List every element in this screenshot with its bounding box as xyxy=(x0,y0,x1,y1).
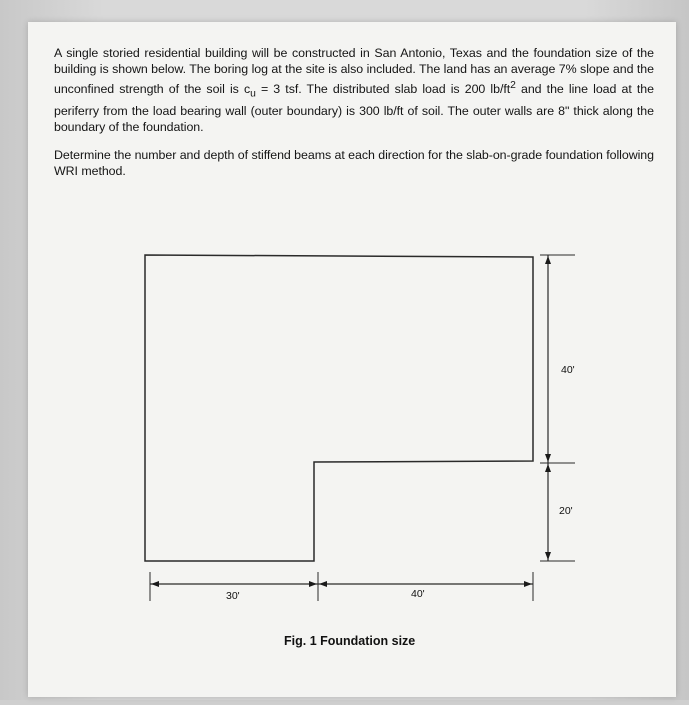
problem-text-part-2: = 3 tsf. The distributed slab load is 200 lb/ft xyxy=(255,81,511,96)
ft2-superscript: 2 xyxy=(510,79,516,91)
arrow-top-up xyxy=(545,256,551,264)
arrow-mid-left xyxy=(319,581,327,587)
arrow-mid-right xyxy=(309,581,317,587)
arrow-mid-up xyxy=(545,464,551,472)
problem-text-part-3: and the line load at the periferry from the load bearing wall (outer boundary) is 300 lb/ft of soil. The outer walls are 8" thick along the boundary of the foundation. xyxy=(54,81,654,135)
arrow-bottom-down xyxy=(545,552,551,560)
arrow-left-left xyxy=(151,581,159,587)
figure-caption: Fig. 1 Foundation size xyxy=(284,634,416,648)
arrow-right-right xyxy=(524,581,532,587)
foundation-outline xyxy=(145,255,533,561)
arrow-mid-down xyxy=(545,454,551,462)
dimension-label-40-vertical: 40' xyxy=(561,364,575,376)
dimension-label-20-vertical: 20' xyxy=(559,505,573,517)
problem-paragraph-2: Determine the number and depth of stiffend beams at each direction for the slab-on-grade foundation following WRI method. xyxy=(54,147,654,179)
cu-subscript: u xyxy=(250,88,256,100)
problem-text-part-1: A single storied residential building will be constructed in San Antonio, Texas and the foundation size of the building is shown below. The boring log at the site is also included. The land has an average 7% slope and the unconfined strength of the soil is c xyxy=(54,46,654,96)
dimension-label-30-horizontal: 30' xyxy=(226,590,240,602)
dimension-label-40-horizontal: 40' xyxy=(411,588,425,600)
